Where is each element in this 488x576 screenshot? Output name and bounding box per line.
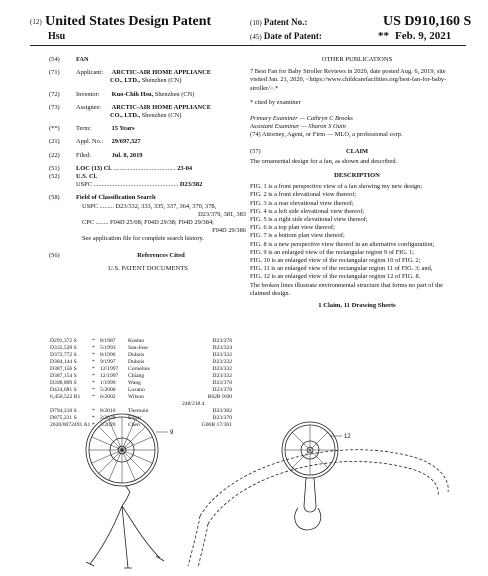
citation-date: 5/1993	[100, 345, 116, 351]
inventor-short: Hsu	[48, 31, 66, 42]
citation-row	[50, 359, 244, 366]
field-57-claim: (57) CLAIM	[250, 147, 368, 155]
citation-date: 8/1987	[100, 338, 116, 344]
citation-number: D398,809 S	[50, 380, 77, 386]
field-58-search: (58) Field of Classification Search	[49, 194, 156, 202]
citation-date: 9/1997	[100, 359, 116, 365]
us-patent-docs-heading: U.S. PATENT DOCUMENTS	[108, 264, 188, 272]
citation-class: D23/332	[212, 366, 232, 372]
citation-name: Chiang	[128, 373, 145, 379]
citation-name: Edgar	[128, 415, 142, 421]
description-line: FIG. 6 is a top plan view thereof;	[250, 224, 335, 232]
other-publications-heading: OTHER PUBLICATIONS	[321, 56, 393, 63]
citation-date: 12/1997	[100, 373, 119, 379]
description-line: FIG. 3 is a rear elevational view thereof;	[250, 199, 354, 207]
left-column	[50, 56, 246, 277]
citation-number: 6,450,522 B1	[50, 394, 81, 400]
citation-row	[50, 373, 244, 380]
citation-number: D794,218 S	[50, 408, 77, 414]
citation-date: 12/1997	[100, 366, 119, 372]
citation-class: D23/324	[212, 345, 232, 351]
document-title: United States Design Patent	[45, 14, 212, 29]
citation-class: D23/382	[212, 408, 232, 414]
header-rule	[30, 45, 466, 46]
citation-date: 8/2016	[100, 408, 116, 414]
description-line: FIG. 2 is a front elevational view thereof;	[250, 191, 357, 199]
citation-star: *	[92, 387, 95, 393]
ref-numeral-12: 12	[344, 434, 351, 440]
description-line: FIG. 7 is a bottom plan view thereof;	[250, 232, 345, 240]
patent-number-label: (10) Patent No.:	[250, 17, 308, 27]
citation-name: Dubois	[128, 352, 145, 358]
citation-number: D424,681 S	[50, 387, 77, 393]
citation-star: *	[92, 415, 95, 421]
citation-name: Wilson	[128, 394, 144, 400]
citation-class: D23/378	[212, 380, 232, 386]
citation-class: G06B 17/361	[201, 422, 232, 428]
description-line: FIG. 5 is a right side elevational view thereof;	[250, 216, 368, 224]
citation-date: 1/1999	[100, 380, 116, 386]
citation-date: 2/2020	[100, 415, 116, 421]
citation-row	[50, 338, 244, 345]
field-71-applicant: (71) Applicant: ARCTIC-AIR HOME APPLIANCE CO., LTD., Shenzhen (CN)	[49, 69, 212, 85]
citation-row	[50, 345, 244, 352]
field-54-title: (54) FAN	[49, 56, 89, 63]
citation-name: Wang	[128, 380, 141, 386]
classification-lines: USPC ......... D23/332, 333, 335, 337, 364, 370, 378, D23/379, 381, 383 CPC ........ F04D 25/08; F04D 29/38; F04D 29/384; F04D 29/386 See application file for complete search history.	[82, 202, 246, 243]
field-uspc: USPC ..................................................... D23/382	[76, 181, 203, 189]
fan-drawing-svg	[30, 396, 464, 574]
citation-class: B62B 9/00	[207, 394, 232, 400]
primary-examiner: Primary Examiner — Cathryn C Brooks	[250, 115, 353, 123]
date-of-patent: ** Feb. 9, 2021	[378, 30, 452, 42]
citation-name: Dubois	[128, 359, 145, 365]
date-label: (45) Date of Patent:	[250, 31, 322, 41]
description-line: FIG. 11 is an enlarged view of the rectangular region 11 of FIG. 3; and,	[250, 265, 433, 273]
citation-class: D23/378	[212, 338, 232, 344]
country-code: (12)	[30, 17, 42, 26]
citation-class: D23/332	[212, 359, 232, 365]
publication-entry: 7 Best Fan for Baby Stroller Reviews in 2020, date posted Aug. 6, 2019, site visited Jan. 21, 2020, <https://www.childcarefacilities.org/best-fan-for-baby-stroller/>.*	[250, 68, 447, 92]
citation-date: 5/2000	[100, 387, 116, 393]
citation-date: 8/1996	[100, 352, 116, 358]
claim-text: The ornamental design for a fan, as shown and described.	[250, 157, 398, 165]
citation-number: D291,372 S	[50, 338, 77, 344]
field-52-us-cl: (52) U.S. Cl.	[49, 173, 97, 181]
citation-number: D335,528 S	[50, 345, 77, 351]
patent-type-title	[30, 14, 211, 30]
assistant-examiner: Assistant Examiner — Sharon S Ouin	[250, 123, 346, 131]
citation-class: 248/218.4	[182, 401, 205, 407]
field-term: (**) Term: 15 Years	[49, 125, 135, 133]
description-line: The broken lines illustrate environmental structure that forms no part of the claimed design.	[250, 281, 443, 297]
description-heading: DESCRIPTION	[334, 172, 380, 180]
citation-number: 2020/0072491 A1	[50, 422, 91, 428]
citation-star: *	[92, 352, 95, 358]
citation-row	[50, 387, 244, 394]
citation-number: D372,772 S	[50, 352, 77, 358]
citation-date: 6/2002	[100, 394, 116, 400]
citation-star: *	[92, 380, 95, 386]
attorney: (74) Attorney, Agent, or Firm — MLO, a professional corp.	[250, 131, 403, 139]
citation-number: D387,156 S	[50, 366, 77, 372]
description-line: FIG. 1 is a front perspective view of a fan showing my new design;	[250, 183, 423, 191]
citation-star: *	[92, 394, 95, 400]
citation-name: Chen	[128, 422, 140, 428]
description-line: FIG. 8 is a new perspective view thereof in an alternative configuration;	[250, 240, 435, 248]
tripod-fan-figure	[86, 414, 164, 568]
citation-star: *	[92, 338, 95, 344]
field-22-filed: (22) Filed: Jul. 8, 2019	[49, 151, 143, 159]
citation-star: *	[92, 408, 95, 414]
clip-fan-figure	[282, 422, 338, 530]
patent-number: US D910,160 S	[383, 14, 472, 29]
citation-number: D387,154 S	[50, 373, 77, 379]
citation-star: *	[92, 422, 95, 428]
citation-row	[50, 366, 244, 373]
citation-star: *	[92, 373, 95, 379]
description-line: FIG. 9 is an enlarged view of the rectangular region 9 of FIG. 1;	[250, 248, 415, 256]
right-column	[250, 56, 464, 310]
ref-numeral-9: 9	[170, 430, 174, 436]
description-line: FIG. 10 is an enlarged view of the rectangular region 10 of FIG. 2;	[250, 257, 421, 265]
citation-name: San-Jose	[128, 345, 148, 351]
field-73-assignee: (73) Assignee: ARCTIC-AIR HOME APPLIANCE CO., LTD., Shenzhen (CN)	[49, 103, 212, 120]
citation-name: Cornelius	[128, 366, 150, 372]
citation-name: Kosmo	[128, 338, 145, 344]
citation-row	[50, 380, 244, 387]
citation-name: Therouin	[128, 408, 149, 414]
field-56-refs: (56) References Cited	[49, 251, 185, 259]
citation-date: 3/2020	[100, 422, 116, 428]
citation-star: *	[92, 359, 95, 365]
field-72-inventor: (72) Inventor: Kuo-Chih Hsu, Shenzhen (CN)	[49, 90, 195, 98]
design-drawing	[30, 396, 464, 574]
description-body	[250, 183, 464, 298]
date-star: **	[378, 30, 389, 42]
citation-number: D875,231 S	[50, 415, 77, 421]
citation-star: *	[92, 366, 95, 372]
claim-count: 1 Claim, 11 Drawing Sheets	[318, 302, 396, 310]
citation-class: D23/332	[212, 373, 232, 379]
citation-class: D23/370	[212, 415, 232, 421]
description-line: FIG. 4 is a left side elevational view thereof;	[250, 207, 365, 215]
citation-row	[50, 352, 244, 359]
cited-by-examiner: * cited by examiner	[250, 98, 301, 106]
citation-name: Lozano	[128, 387, 145, 393]
citation-star: *	[92, 345, 95, 351]
citation-number: D384,144 S	[50, 359, 77, 365]
citation-class: D23/332	[212, 352, 232, 358]
field-51-loc: (51) LOC (13) Cl. ....................................... 23-04	[49, 164, 193, 172]
description-line: FIG. 12 is an enlarged view of the rectangular region 12 of FIG. 8.	[250, 273, 421, 281]
citation-class: D23/378	[212, 387, 232, 393]
field-21-appl-no: (21) Appl. No.: 29/697,327	[49, 138, 141, 146]
